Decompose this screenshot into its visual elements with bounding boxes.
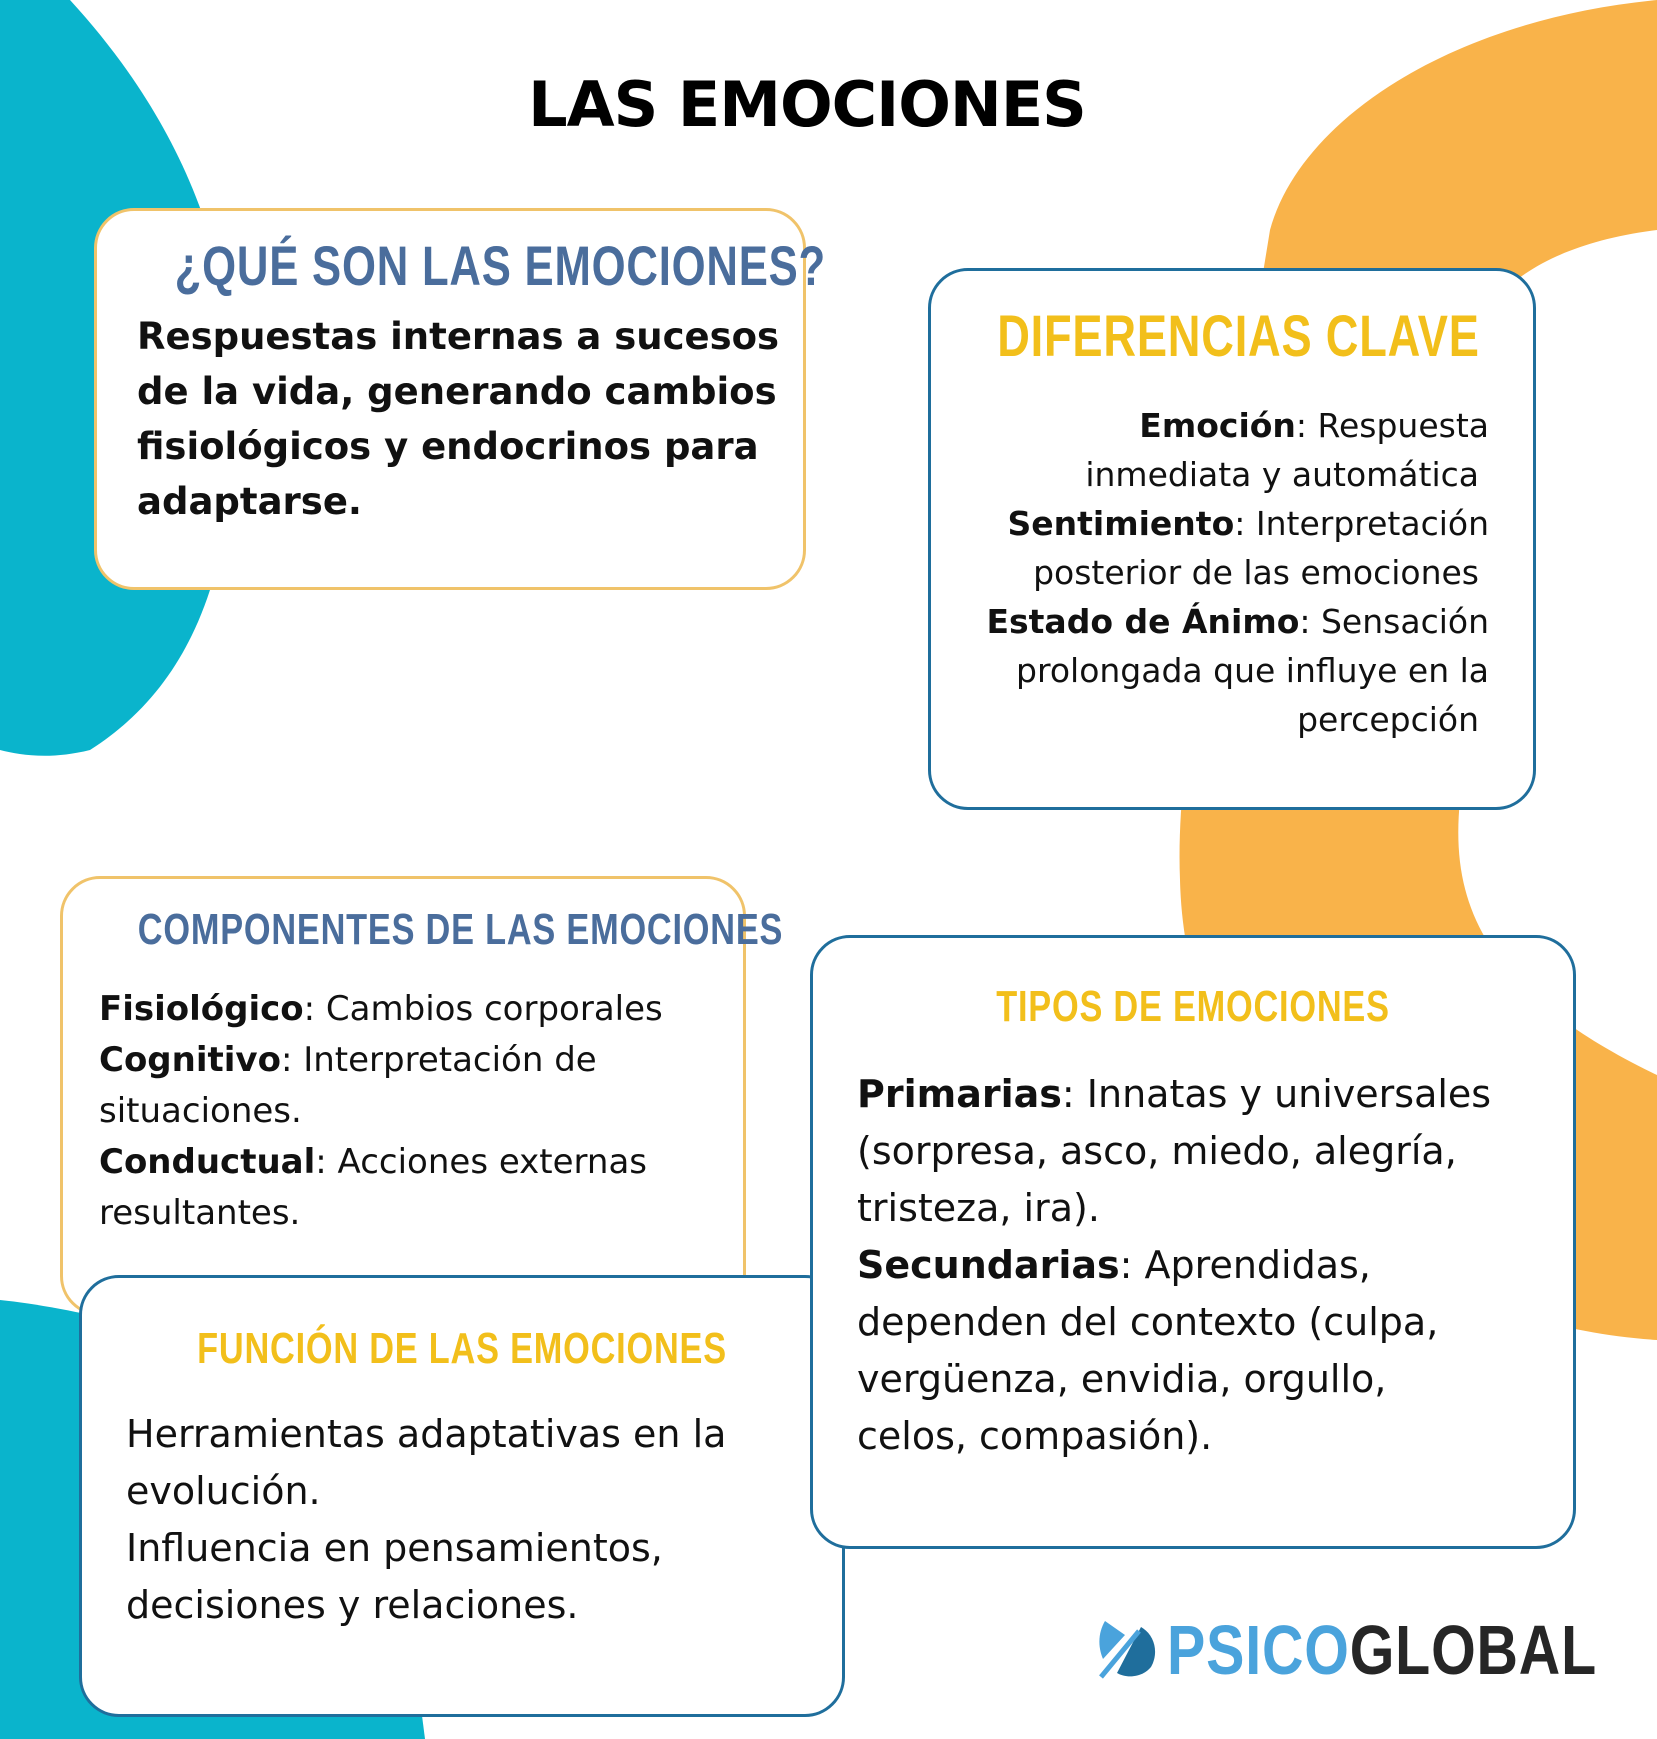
que-son-line: Respuestas internas a sucesos (137, 315, 780, 358)
tipos-def: tristeza, ira). (857, 1186, 1100, 1230)
card-componentes (60, 876, 784, 1316)
funcion-line: Influencia en pensamientos, (126, 1526, 663, 1570)
page-title: LAS EMOCIONES (528, 68, 1086, 141)
card-componentes-title: COMPONENTES DE LAS EMOCIONES (137, 905, 784, 954)
term-secundarias: Secundarias (857, 1243, 1120, 1287)
que-son-line: adaptarse. (137, 480, 362, 523)
tipos-def: vergüenza, envidia, orgullo, (857, 1357, 1387, 1401)
term-sentimiento: Sentimiento (1007, 504, 1235, 543)
componentes-def: resultantes. (99, 1193, 301, 1233)
tipos-def: celos, compasión). (857, 1414, 1213, 1458)
diferencias-def: prolongada que influye en la (1016, 651, 1489, 690)
term-primarias: Primarias (857, 1072, 1062, 1116)
card-funcion (79, 1275, 845, 1717)
funcion-line: Herramientas adaptativas en la (126, 1412, 727, 1456)
diferencias-def: inmediata y automática (1085, 455, 1479, 494)
card-componentes-body (99, 984, 663, 1239)
tipos-def: (sorpresa, asco, miedo, alegría, (857, 1129, 1457, 1173)
term-fisiologico: Fisiológico (99, 989, 304, 1029)
diferencias-def: posterior de las emociones (1033, 553, 1479, 592)
card-funcion-title: FUNCIÓN DE LAS EMOCIONES (197, 1324, 727, 1373)
card-diferencias-title: DIFERENCIAS CLAVE (997, 304, 1480, 369)
tipos-item-secundarias: Secundarias: Aprendidas, (857, 1243, 1371, 1287)
term-emocion: Emoción (1139, 406, 1296, 445)
logo-wordmark: PSICOGLOBAL (1167, 1611, 1597, 1689)
componentes-item-conductual: Conductual: Acciones externas (99, 1142, 648, 1182)
term-estado-animo: Estado de Ánimo (986, 602, 1300, 641)
diferencias-item-estado-animo: Estado de Ánimo: Sensación (986, 602, 1489, 641)
term-cognitivo: Cognitivo (99, 1040, 281, 1080)
diferencias-def: percepción (1297, 700, 1479, 739)
que-son-line: de la vida, generando cambios (137, 370, 777, 413)
tipos-item-primarias: Primarias: Innatas y universales (857, 1072, 1492, 1116)
card-tipos-body (857, 1066, 1491, 1465)
funcion-line: decisiones y relaciones. (126, 1583, 579, 1627)
psicoglobal-logo (1095, 1610, 1657, 1690)
card-que-son-title: ¿QUÉ SON LAS EMOCIONES? (174, 234, 827, 297)
card-tipos (810, 935, 1576, 1549)
card-tipos-title: TIPOS DE EMOCIONES (996, 982, 1390, 1031)
diferencias-item-emocion: Emoción: Respuesta (1139, 406, 1489, 445)
componentes-def: situaciones. (99, 1091, 302, 1131)
funcion-line: evolución. (126, 1469, 321, 1513)
card-diferencias-body (929, 401, 1489, 744)
tipos-def: dependen del contexto (culpa, (857, 1300, 1439, 1344)
leaf-slash-icon (1095, 1617, 1161, 1683)
card-funcion-body (126, 1406, 726, 1634)
term-conductual: Conductual (99, 1142, 316, 1182)
card-que-son (94, 208, 827, 590)
que-son-line: fisiológicos y endocrinos para (137, 425, 759, 468)
componentes-item-cognitivo: Cognitivo: Interpretación de (99, 1040, 597, 1080)
diferencias-item-sentimiento: Sentimiento: Interpretación (1007, 504, 1489, 543)
componentes-item-fisiologico: Fisiológico: Cambios corporales (99, 989, 663, 1029)
card-que-son-body (137, 309, 779, 529)
card-diferencias (928, 268, 1536, 810)
